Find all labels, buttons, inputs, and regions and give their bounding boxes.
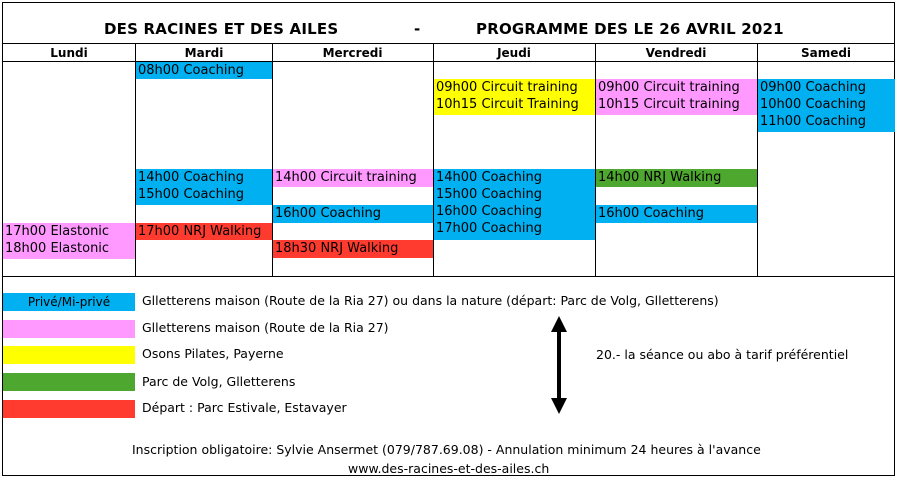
day-header-lundi: Lundi: [50, 46, 88, 60]
legend-text-green: Parc de Volg, Glletterens: [142, 374, 296, 389]
session-block: [434, 79, 595, 115]
legend-text-red: Départ : Parc Estivale, Estavayer: [142, 400, 347, 415]
session-block: [596, 79, 757, 115]
session-jeudi-1: 09h00 Circuit training: [436, 80, 578, 95]
session-vendredi-2: 10h15 Circuit training: [598, 97, 740, 112]
session-samedi-1: 09h00 Coaching: [760, 80, 866, 95]
day-header-jeudi: Jeudi: [497, 46, 531, 60]
session-vendredi-4: 16h00 Coaching: [596, 205, 757, 223]
title-right: PROGRAMME DES LE 26 AVRIL 2021: [476, 20, 784, 38]
day-header-mercredi: Mercredi: [322, 46, 383, 60]
grid-line: [595, 43, 596, 276]
day-header-vendredi: Vendredi: [645, 46, 707, 60]
session-vendredi-1: 09h00 Circuit training: [598, 80, 740, 95]
session-jeudi-4: 15h00 Coaching: [436, 187, 542, 202]
grid-line: [433, 43, 434, 276]
session-lundi-1: 17h00 Elastonic: [5, 224, 110, 239]
session-block: [434, 169, 595, 240]
session-block: [136, 169, 272, 205]
session-samedi-2: 10h00 Coaching: [760, 97, 866, 112]
session-mardi-3: 15h00 Coaching: [138, 187, 244, 202]
session-vendredi-3: 14h00 NRJ Walking: [596, 169, 757, 187]
session-jeudi-5: 16h00 Coaching: [436, 204, 542, 219]
double-vertical-arrow-icon: [549, 316, 569, 414]
session-mercredi-3: 18h30 NRJ Walking: [273, 240, 433, 258]
session-mercredi-2: 16h00 Coaching: [273, 205, 433, 223]
title-separator: -: [414, 20, 421, 38]
session-block: [3, 223, 135, 259]
session-mardi-1: 08h00 Coaching: [136, 62, 272, 79]
price-note: 20.- la séance ou abo à tarif préférentiel: [596, 347, 849, 362]
legend-swatch-pink: [3, 320, 135, 338]
legend-text-blue: Glletterens maison (Route de la Ria 27) ou dans la nature (départ: Parc de Volg, Glletterens): [142, 293, 719, 308]
legend-text-yellow: Osons Pilates, Payerne: [142, 346, 284, 361]
session-jeudi-3: 14h00 Coaching: [436, 170, 542, 185]
session-samedi-3: 11h00 Coaching: [760, 114, 866, 129]
grid-line: [757, 43, 758, 276]
title-left: DES RACINES ET DES AILES: [104, 20, 339, 38]
session-mardi-2: 14h00 Coaching: [138, 170, 244, 185]
footer-website: www.des-racines-et-des-ailes.ch: [348, 461, 550, 476]
day-header-samedi: Samedi: [800, 46, 852, 60]
grid-line: [2, 276, 895, 277]
legend-swatch-blue: Privé/Mi-privé: [3, 293, 135, 311]
legend-swatch-yellow: [3, 346, 135, 364]
legend-swatch-green: [3, 373, 135, 391]
session-block: [758, 79, 895, 132]
session-lundi-2: 18h00 Elastonic: [5, 241, 110, 256]
day-header-mardi: Mardi: [184, 46, 224, 60]
session-mercredi-1: 14h00 Circuit training: [273, 169, 433, 187]
legend-text-pink: Glletterens maison (Route de la Ria 27): [142, 320, 389, 335]
session-jeudi-6: 17h00 Coaching: [436, 221, 542, 236]
session-jeudi-2: 10h15 Circuit Training: [436, 97, 579, 112]
session-mardi-4: 17h00 NRJ Walking: [136, 223, 272, 240]
footer-inscription: Inscription obligatoire: Sylvie Ansermet (079/787.69.08) - Annulation minimum 24 heures à l'avance: [132, 442, 761, 457]
legend-swatch-red: [3, 400, 135, 418]
